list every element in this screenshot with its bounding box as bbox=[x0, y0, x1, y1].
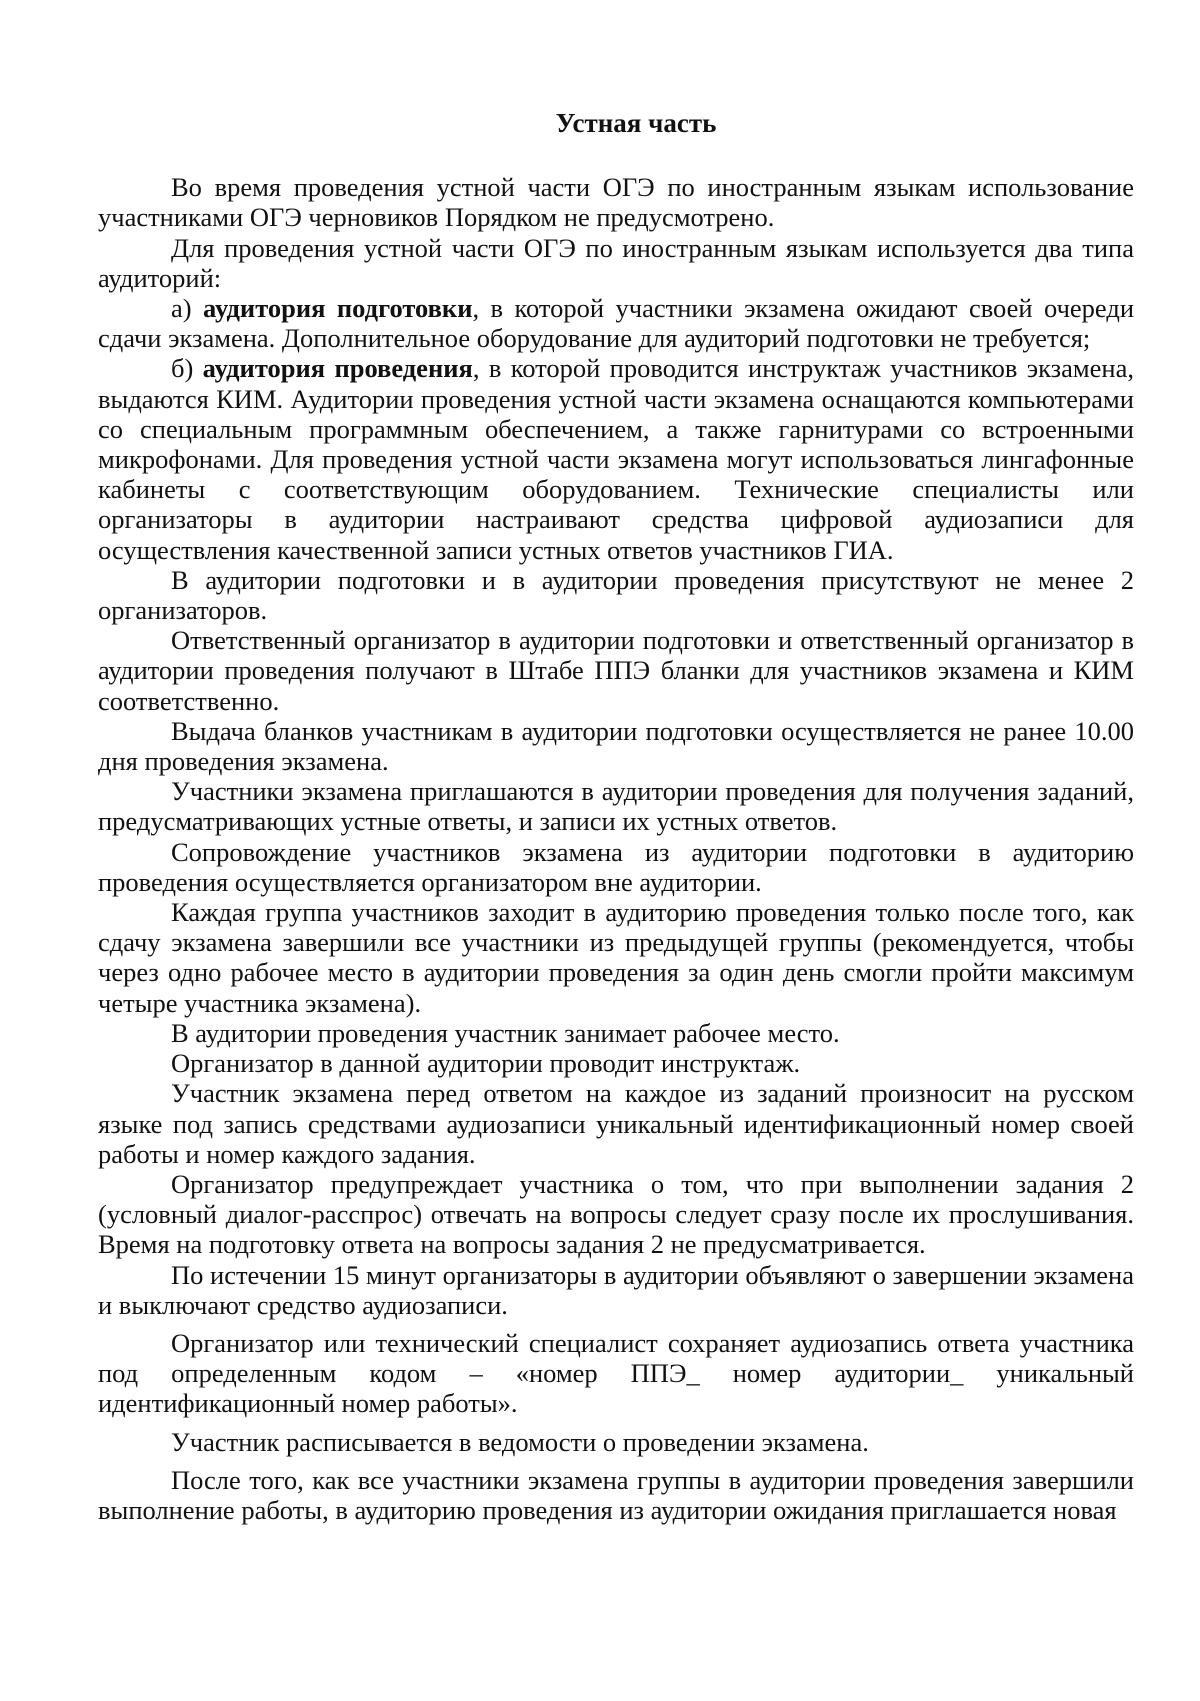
paragraph-workplace: В аудитории проведения участник занимает рабочее место. bbox=[171, 1017, 840, 1048]
paragraph-exam-room-text: , в которой проводится инструктаж участников экзамена, выдаются КИМ. Аудитории проведения устной части экзамена оснащаются компьютерами со специальным программным обеспечением, а также гарнитурами со встроенными микрофонами. Для проведения устной части экзамена могут использоваться лингафонные кабинеты с соответствующим оборудованием. Технические специалисты или организаторы в аудитории настраивают средства цифровой аудиозаписи для осуществления качественной записи устных ответов участников ГИА. bbox=[98, 353, 1134, 565]
paragraph-room-types: Для проведения устной части ОГЭ по иностранным языкам используется два типа аудиторий: bbox=[98, 232, 1134, 293]
term-prep-room: аудитория подготовки bbox=[203, 293, 473, 324]
document-page bbox=[98, 108, 1134, 1525]
paragraph-invitation: Участники экзамена приглашаются в аудитории проведения для получения заданий, предусматривающих устные ответы, и записи их устных ответов. bbox=[98, 776, 1134, 837]
paragraph-groups: Каждая группа участников заходит в аудиторию проведения только после того, как сдачу экзамена завершили все участники из предыдущей группы (рекомендуется, чтобы через одно рабочее место в аудитории проведения за один день смогли пройти максимум четыре участника экзамена). bbox=[98, 897, 1134, 1018]
page-title: Устная часть bbox=[555, 108, 717, 138]
paragraph-responsible-organizer: Ответственный организатор в аудитории подготовки и ответственный организатор в аудитории проведения получают в Штабе ППЭ бланки для участников экзамена и КИМ соответственно. bbox=[98, 625, 1134, 716]
paragraph-id-number: Участник экзамена перед ответом на каждое из заданий произносит на русском языке под запись средствами аудиозаписи уникальный идентификационный номер своей работы и номер каждого задания. bbox=[98, 1078, 1134, 1169]
paragraph-drafts: Во время проведения устной части ОГЭ по иностранным языкам использование участниками ОГЭ черновиков Порядком не предусмотрено. bbox=[98, 172, 1134, 233]
paragraph-signature: Участник расписывается в ведомости о проведении экзамена. bbox=[171, 1426, 869, 1457]
paragraph-escort: Сопровождение участников экзамена из аудитории подготовки в аудиторию проведения осуществляется организатором вне аудитории. bbox=[98, 836, 1134, 897]
paragraph-forms-issue: Выдача бланков участникам в аудитории подготовки осуществляется не ранее 10.00 дня проведения экзамена. bbox=[98, 715, 1134, 777]
paragraph-exam-room bbox=[98, 353, 1134, 564]
list-marker-a: а) bbox=[171, 293, 204, 324]
paragraph-time-limit: По истечении 15 минут организаторы в аудитории объявляют о завершении экзамена и выключают средство аудиозаписи. bbox=[98, 1259, 1134, 1320]
paragraph-save-recording: Организатор или технический специалист сохраняет аудиозапись ответа участника под определенным кодом – «номер ППЭ_ номер аудитории_ уникальный идентификационный номер работы». bbox=[98, 1327, 1134, 1419]
paragraph-organizers-count: В аудитории подготовки и в аудитории проведения присутствуют не менее 2 организаторов. bbox=[98, 564, 1134, 626]
paragraph-next-group: После того, как все участники экзамена группы в аудитории проведения завершили выполнение работы, в аудиторию проведения из аудитории ожидания приглашается новая bbox=[98, 1464, 1134, 1525]
term-exam-room: аудитория проведения bbox=[202, 353, 473, 384]
paragraph-briefing: Организатор в данной аудитории проводит инструктаж. bbox=[171, 1048, 801, 1079]
list-marker-b: б) bbox=[171, 353, 203, 384]
paragraph-task-2-warning: Организатор предупреждает участника о том, что при выполнении задания 2 (условный диалог-расспрос) отвечать на вопросы следует сразу после их прослушивания. Время на подготовку ответа на вопросы задания 2 не предусматривается. bbox=[98, 1168, 1134, 1260]
paragraph-prep-room-text: , в которой участники экзамена ожидают своей очереди сдачи экзамена. Дополнительное оборудование для аудиторий подготовки не требуется; bbox=[98, 293, 1134, 354]
paragraph-prep-room bbox=[98, 293, 1134, 353]
